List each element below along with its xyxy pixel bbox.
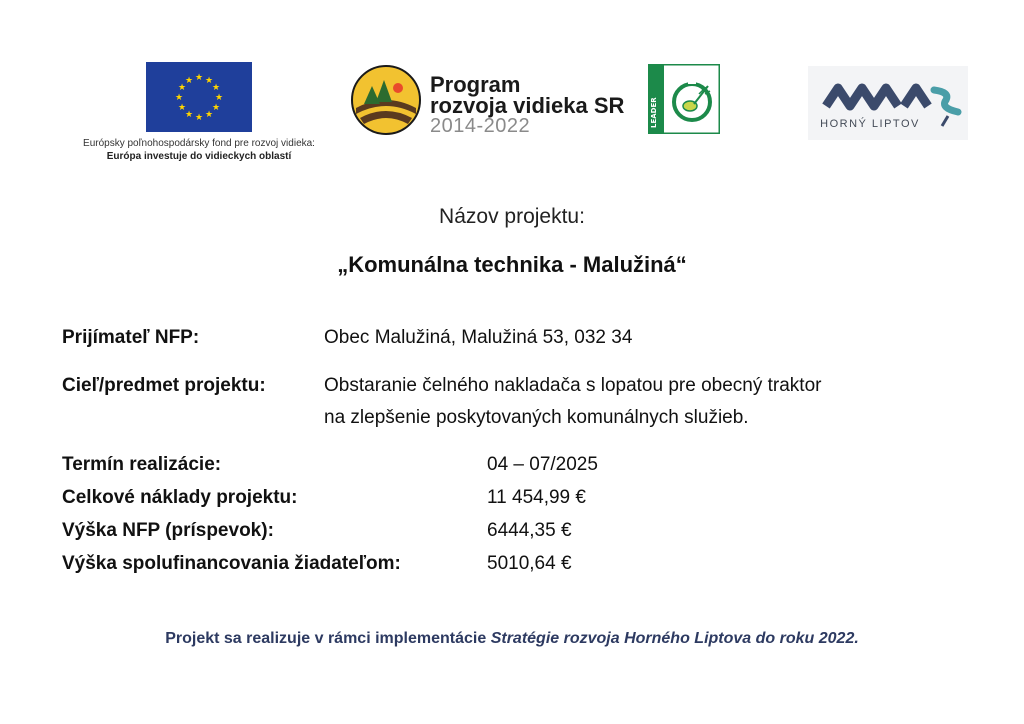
svg-text:★: ★ [177, 103, 187, 113]
svg-text:★: ★ [184, 76, 194, 86]
leader-label: LEADER [650, 97, 658, 128]
project-title: „Komunálna technika - Malužiná“ [337, 252, 687, 277]
prv-line1: Program [430, 72, 521, 97]
goal-label: Cieľ/predmet projektu: [62, 375, 266, 396]
footer-normal-text: Projekt sa realizuje v rámci implementácie [165, 630, 491, 647]
goal-line2: na zlepšenie poskytovaných komunálnych služieb. [324, 407, 749, 428]
cofinancing-value: 5010,64 € [487, 553, 572, 574]
footer-note [0, 630, 1024, 648]
leader-logo [648, 64, 720, 134]
eu-stars-icon [146, 62, 252, 132]
term-label: Termín realizácie: [62, 454, 222, 475]
prv-emblem-logo [350, 64, 422, 136]
prv-line2: rozvoja vidieka SR [430, 93, 625, 118]
svg-text:★: ★ [194, 113, 204, 123]
prv-line3: 2014-2022 [430, 115, 531, 137]
footer-italic-text: Stratégie rozvoja Horného Liptova do roku 2022. [490, 630, 859, 647]
eu-caption-line2: Európa investuje do vidieckych oblastí [106, 151, 292, 162]
nfp-value: 6444,35 € [487, 520, 572, 541]
total-cost-value: 11 454,99 € [487, 487, 586, 508]
eu-caption-line1: Európsky poľnohospodársky fond pre rozvoj vidieka: [83, 138, 315, 149]
mas-label: HORNÝ LIPTOV [820, 118, 920, 130]
nfp-label: Výška NFP (príspevok): [62, 520, 274, 541]
term-value: 04 – 07/2025 [487, 454, 598, 475]
svg-text:★: ★ [211, 83, 221, 93]
cofinancing-label: Výška spolufinancovania žiadateľom: [62, 553, 401, 574]
project-name-heading: Názov projektu: [439, 205, 585, 228]
goal-line1: Obstaranie čelného nakladača s lopatou pre obecný traktor [324, 375, 822, 396]
svg-text:★: ★ [204, 76, 214, 86]
eu-flag-logo [146, 62, 252, 132]
svg-text:★: ★ [204, 110, 214, 120]
svg-text:★: ★ [174, 93, 184, 103]
svg-text:★: ★ [211, 103, 221, 113]
svg-text:★: ★ [184, 110, 194, 120]
svg-text:★: ★ [177, 83, 187, 93]
total-cost-label: Celkové náklady projektu: [62, 487, 298, 508]
svg-text:★: ★ [214, 93, 224, 103]
recipient-value: Obec Malužiná, Malužiná 53, 032 34 [324, 327, 633, 348]
recipient-label: Prijímateľ NFP: [62, 327, 200, 348]
svg-text:★: ★ [194, 73, 204, 83]
